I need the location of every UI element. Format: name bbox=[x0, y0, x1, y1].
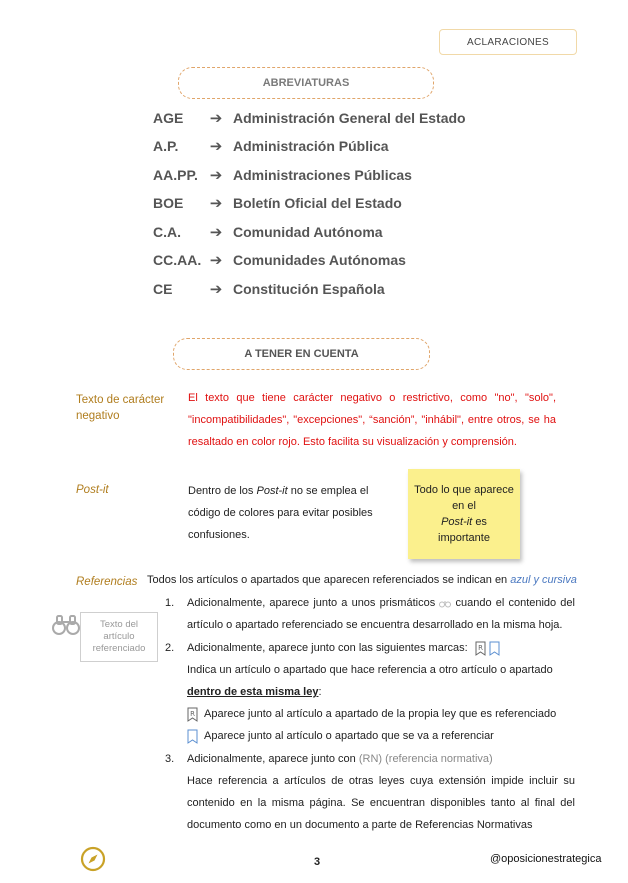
svg-text:R: R bbox=[477, 643, 483, 652]
page-number: 3 bbox=[313, 856, 321, 868]
abbreviation-row bbox=[153, 192, 402, 214]
list-item-1: Adicionalmente, aparece junto a unos prismáticos cuando el contenido del artículo o apartado referenciado se encuentra desarrollado en la misma hoja. bbox=[187, 597, 575, 631]
svg-text:R: R bbox=[190, 709, 195, 718]
mark-plain-description: Aparece junto al artículo o apartado que se va a referenciar bbox=[187, 725, 575, 747]
references-intro: Todos los artículos o apartados que aparecen referenciados se indican en azul y cursiva bbox=[147, 574, 577, 586]
section-tab bbox=[439, 29, 577, 55]
abbreviation-meaning: Administración Pública bbox=[233, 138, 389, 154]
abbreviations-heading bbox=[178, 67, 434, 99]
postit-note bbox=[408, 469, 520, 559]
abbreviation-row bbox=[153, 135, 389, 157]
bookmark-icon bbox=[489, 641, 500, 656]
notes-heading bbox=[173, 338, 430, 370]
abbreviation-code: C.A. bbox=[153, 224, 181, 240]
list-item-2-line-b: Indica un artículo o apartado que hace referencia a otro artículo o apartado bbox=[187, 664, 553, 676]
abbreviation-meaning: Boletín Oficial del Estado bbox=[233, 195, 402, 211]
arrow-right-icon: ➔ bbox=[209, 224, 223, 241]
referenced-text-box: Texto del artículo referenciado bbox=[80, 612, 158, 662]
arrow-right-icon: ➔ bbox=[209, 195, 223, 212]
binoculars-icon bbox=[52, 614, 80, 636]
abbreviation-code: CC.AA. bbox=[153, 252, 202, 268]
arrow-right-icon: ➔ bbox=[209, 167, 223, 184]
section-tab-label: ACLARACIONES bbox=[467, 36, 549, 48]
abbreviation-meaning: Comunidades Autónomas bbox=[233, 252, 406, 268]
binoculars-small-icon bbox=[439, 599, 451, 608]
references-intro-highlight: azul y cursiva bbox=[510, 574, 577, 586]
negative-label: Texto de carácter negativo bbox=[76, 394, 165, 422]
postit-label: Post-it bbox=[76, 484, 109, 496]
references-label: Referencias bbox=[76, 576, 138, 588]
list-item-3-line-b: Hace referencia a artículos de otras leyes cuya extensión impide incluir su contenido en la misma página. Se encuentran disponibles tanto al final del documento como en un documento a parte de Referencias Normativas bbox=[187, 775, 575, 831]
list-item-3-line-a: Adicionalmente, aparece junto con (RN) (referencia normativa) bbox=[187, 753, 493, 765]
postit-description: Dentro de los Post-it no se emplea el código de colores para evitar posibles confusiones. bbox=[188, 485, 373, 541]
list-item-2-line-a: Adicionalmente, aparece junto con las siguientes marcas: R bbox=[187, 637, 575, 659]
abbreviation-row bbox=[153, 164, 412, 186]
arrow-right-icon: ➔ bbox=[209, 252, 223, 269]
abbreviation-row bbox=[153, 221, 383, 243]
postit-note-line2: es importante bbox=[438, 516, 490, 544]
postit-note-line1: Todo lo que aparece en el bbox=[414, 484, 514, 512]
list-number-3: 3. bbox=[165, 753, 175, 765]
notes-title: A TENER EN CUENTA bbox=[244, 348, 359, 360]
footer-handle: @oposicionestrategica bbox=[490, 853, 602, 865]
list-item-2-line-c: dentro de esta misma ley: bbox=[187, 686, 322, 698]
list-number-2: 2. bbox=[165, 642, 175, 654]
bookmark-r-icon bbox=[187, 707, 198, 722]
same-law-emphasis: dentro de esta misma ley bbox=[187, 686, 319, 698]
abbreviation-row bbox=[153, 249, 406, 271]
postit-note-italic: Post-it bbox=[441, 516, 473, 528]
list-number-1: 1. bbox=[165, 597, 175, 609]
rn-note: (RN) (referencia normativa) bbox=[358, 753, 493, 765]
mark-r-description: R Aparece junto al artículo a apartado de la propia ley que es referenciado bbox=[187, 703, 575, 725]
abbreviation-row bbox=[153, 107, 466, 129]
abbreviation-code: AA.PP. bbox=[153, 167, 198, 183]
abbreviation-code: AGE bbox=[153, 110, 184, 126]
bookmark-r-icon bbox=[475, 641, 486, 656]
abbreviations-title: ABREVIATURAS bbox=[262, 77, 350, 89]
arrow-right-icon: ➔ bbox=[209, 138, 223, 155]
arrow-right-icon: ➔ bbox=[209, 110, 223, 127]
abbreviation-meaning: Constitución Española bbox=[233, 281, 385, 297]
abbreviation-code: A.P. bbox=[153, 138, 179, 154]
compass-logo-icon bbox=[80, 846, 106, 872]
abbreviation-code: BOE bbox=[153, 195, 184, 211]
abbreviation-meaning: Administración General del Estado bbox=[233, 110, 466, 126]
abbreviation-row bbox=[153, 278, 385, 300]
abbreviation-meaning: Administraciones Públicas bbox=[233, 167, 412, 183]
bookmark-icon bbox=[187, 729, 198, 744]
negative-text: El texto que tiene carácter negativo o restrictivo, como "no", "solo", "incompatibilidades", "excepciones", “sanción”, "inhábil", entre otros, se ha resaltado en color rojo. Esto facilita su visualización y comprensión. bbox=[188, 392, 556, 448]
abbreviation-meaning: Comunidad Autónoma bbox=[233, 224, 383, 240]
arrow-right-icon: ➔ bbox=[209, 281, 223, 298]
abbreviation-code: CE bbox=[153, 281, 173, 297]
